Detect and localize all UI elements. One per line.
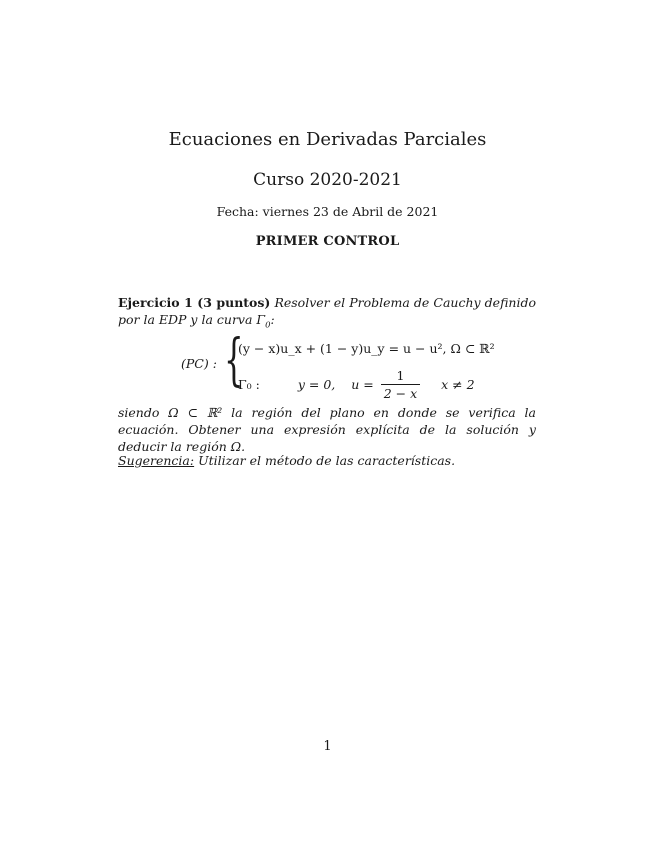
exercise-intro-end: : (270, 312, 275, 327)
domain-restriction: x ≠ 2 (441, 377, 475, 392)
exercise-intro: Resolver el Problema de Cauchy definido por la EDP y la curva Γ (118, 295, 536, 327)
initial-value-fraction (381, 368, 420, 401)
course-label: Curso 2020-2021 (253, 170, 402, 190)
exercise-statement (118, 294, 536, 335)
system-brace: { (224, 328, 244, 393)
curve-condition: y = 0, (297, 377, 336, 392)
pde-equation-text: (y − x)u_x + (1 − y)u_y = u − u², Ω ⊂ ℝ² (238, 341, 495, 356)
page-number: 1 (323, 739, 332, 754)
exercise-task: siendo Ω ⊂ ℝ² la región del plano en donde se verifica la ecuación. Obtener una expresión explícita de la solución y deducir la región Ω. (118, 405, 536, 454)
exercise-heading: Ejercicio 1 (3 puntos) (118, 295, 271, 310)
initial-curve-equation (238, 369, 475, 402)
fraction-numerator: 1 (396, 368, 405, 383)
hint (118, 452, 536, 469)
fraction-denominator: 2 − x (381, 384, 420, 401)
hint-label: Sugerencia: (118, 453, 195, 468)
initial-value-label: u = (351, 377, 374, 392)
exam-date: Fecha: viernes 23 de Abril de 2021 (216, 204, 439, 219)
control-heading: PRIMER CONTROL (255, 234, 400, 249)
hint-text: Utilizar el método de las características. (198, 453, 456, 468)
curve-label: Γ₀ : (238, 377, 260, 392)
system-label: (PC) : (181, 356, 217, 371)
gamma-subscript: 0 (265, 320, 271, 331)
document-title: Ecuaciones en Derivadas Parciales (168, 129, 487, 150)
pde-equation (238, 341, 495, 356)
